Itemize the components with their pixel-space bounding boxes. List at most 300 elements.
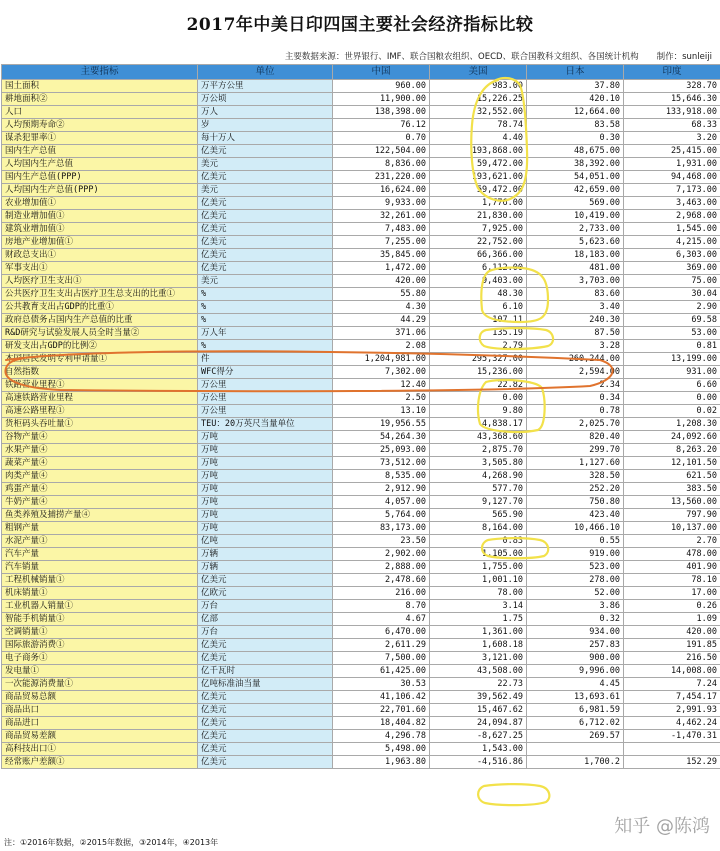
china-value: 231,220.00 [333, 171, 430, 184]
china-value: 4.67 [333, 613, 430, 626]
japan-value: 569.00 [527, 197, 624, 210]
usa-value: 1,776.00 [430, 197, 527, 210]
page-title: 2017年中美日印四国主要社会经济指标比较 [186, 15, 534, 35]
usa-value: 7,925.00 [430, 223, 527, 236]
china-value: 30.53 [333, 678, 430, 691]
indicator-cell: 本国居民发明专利申请量① [2, 353, 198, 366]
india-value: 328.70 [624, 80, 720, 93]
india-value: 13,199.00 [624, 353, 720, 366]
indicator-cell: 耕地面积② [2, 93, 198, 106]
china-value: 8,836.00 [333, 158, 430, 171]
indicator-cell: 空调销量① [2, 626, 198, 639]
unit-cell: 万公顷 [198, 93, 333, 106]
table-row [2, 639, 720, 652]
table-row [2, 717, 720, 730]
indicator-cell: 人均国内生产总值(PPP) [2, 184, 198, 197]
usa-value: 1,001.10 [430, 574, 527, 587]
usa-value: 22,752.00 [430, 236, 527, 249]
table-row [2, 236, 720, 249]
table-row [2, 340, 720, 353]
usa-value: 15,467.62 [430, 704, 527, 717]
indicator-cell: 一次能源消费量① [2, 678, 198, 691]
table-body [2, 80, 720, 769]
india-value: 8,263.20 [624, 444, 720, 457]
japan-value: 0.34 [527, 392, 624, 405]
indicator-cell: 机床销量① [2, 587, 198, 600]
indicator-cell: 发电量① [2, 665, 198, 678]
india-value: 0.02 [624, 405, 720, 418]
japan-value: 278.00 [527, 574, 624, 587]
table-row [2, 483, 720, 496]
indicator-cell: 鱼类养殖及捕捞产量④ [2, 509, 198, 522]
indicator-cell: 货柜码头吞吐量① [2, 418, 198, 431]
unit-cell: 亿美元 [198, 171, 333, 184]
china-value: 73,512.00 [333, 457, 430, 470]
usa-value: 4.40 [430, 132, 527, 145]
usa-value: 3,505.80 [430, 457, 527, 470]
unit-cell: 万吨 [198, 431, 333, 444]
unit-cell: 亿美元 [198, 574, 333, 587]
table-row [2, 145, 720, 158]
china-value: 2,902.00 [333, 548, 430, 561]
japan-value: 37.80 [527, 80, 624, 93]
unit-cell: 万吨 [198, 509, 333, 522]
watermark: 知乎 @陈鸿 [614, 816, 710, 837]
table-row [2, 249, 720, 262]
japan-value: 4.45 [527, 678, 624, 691]
china-value: 44.29 [333, 314, 430, 327]
usa-value: 39,562.49 [430, 691, 527, 704]
china-value: 2.50 [333, 392, 430, 405]
india-value: 2,968.00 [624, 210, 720, 223]
japan-value: 2.34 [527, 379, 624, 392]
indicator-cell: 人均医疗卫生支出① [2, 275, 198, 288]
table-row [2, 444, 720, 457]
table-row [2, 470, 720, 483]
china-value: 35,845.00 [333, 249, 430, 262]
table-row [2, 535, 720, 548]
unit-cell: 件 [198, 353, 333, 366]
india-value: 1,208.30 [624, 418, 720, 431]
india-value: 94,468.00 [624, 171, 720, 184]
usa-value: 4,268.90 [430, 470, 527, 483]
usa-value: 43,508.00 [430, 665, 527, 678]
japan-value: 0.30 [527, 132, 624, 145]
indicator-cell: R&D研究与试验发展人员全时当量② [2, 327, 198, 340]
japan-value: 10,419.00 [527, 210, 624, 223]
header-unit: 单位 [198, 65, 333, 80]
japan-value: 328.50 [527, 470, 624, 483]
japan-value: 2,025.70 [527, 418, 624, 431]
indicator-cell: 水泥产量① [2, 535, 198, 548]
unit-cell: 亿美元 [198, 743, 333, 756]
usa-value: 59,472.00 [430, 184, 527, 197]
table-row [2, 366, 720, 379]
japan-value: 0.32 [527, 613, 624, 626]
china-value: 4.30 [333, 301, 430, 314]
china-value: 4,057.00 [333, 496, 430, 509]
table-row [2, 496, 720, 509]
india-value: 24,092.60 [624, 431, 720, 444]
usa-value: 295,327.00 [430, 353, 527, 366]
japan-value: 0.55 [527, 535, 624, 548]
china-value: 8,535.00 [333, 470, 430, 483]
indicator-cell: 军事支出① [2, 262, 198, 275]
indicator-cell: 谋杀犯罪率① [2, 132, 198, 145]
india-value: 10,137.00 [624, 522, 720, 535]
unit-cell: 万吨 [198, 457, 333, 470]
usa-value: 9,127.70 [430, 496, 527, 509]
japan-value: 523.00 [527, 561, 624, 574]
indicator-cell: 电子商务① [2, 652, 198, 665]
china-value: 2,611.29 [333, 639, 430, 652]
usa-value: 1.75 [430, 613, 527, 626]
unit-cell: 亿千瓦时 [198, 665, 333, 678]
china-value: 4,296.78 [333, 730, 430, 743]
table-row [2, 210, 720, 223]
unit-cell: 亿美元 [198, 145, 333, 158]
table-row [2, 756, 720, 769]
japan-value: 299.70 [527, 444, 624, 457]
india-value: 69.58 [624, 314, 720, 327]
india-value: 13,560.00 [624, 496, 720, 509]
indicator-cell: 研发支出占GDP的比例② [2, 340, 198, 353]
table-row [2, 223, 720, 236]
japan-value: 5,623.60 [527, 236, 624, 249]
indicator-cell: 商品贸易差额 [2, 730, 198, 743]
china-value: 8.70 [333, 600, 430, 613]
unit-cell: 亿美元 [198, 210, 333, 223]
indicator-cell: 商品出口 [2, 704, 198, 717]
india-value: 3,463.00 [624, 197, 720, 210]
japan-value: 820.40 [527, 431, 624, 444]
usa-value: 43,368.60 [430, 431, 527, 444]
india-value: 369.00 [624, 262, 720, 275]
indicator-cell: 人口 [2, 106, 198, 119]
unit-cell: 亿美元 [198, 730, 333, 743]
usa-value: 21,830.00 [430, 210, 527, 223]
japan-value: 9,996.00 [527, 665, 624, 678]
japan-value: 13,693.61 [527, 691, 624, 704]
china-value: 5,764.00 [333, 509, 430, 522]
china-value: 7,500.00 [333, 652, 430, 665]
china-value: 55.80 [333, 288, 430, 301]
china-value: 2,912.90 [333, 483, 430, 496]
unit-cell: 万辆 [198, 561, 333, 574]
japan-value: 0.78 [527, 405, 624, 418]
table-row [2, 522, 720, 535]
table-row [2, 80, 720, 93]
unit-cell: 亿美元 [198, 704, 333, 717]
japan-value: 2,594.00 [527, 366, 624, 379]
china-value: 2.08 [333, 340, 430, 353]
india-value: 7.24 [624, 678, 720, 691]
unit-cell: % [198, 314, 333, 327]
unit-cell: 万公里 [198, 379, 333, 392]
india-value: 7,173.00 [624, 184, 720, 197]
indicator-cell: 农业增加值① [2, 197, 198, 210]
china-value: 2,888.00 [333, 561, 430, 574]
india-value: 53.00 [624, 327, 720, 340]
usa-value: 78.00 [430, 587, 527, 600]
unit-cell: WFC得分 [198, 366, 333, 379]
china-value: 41,106.42 [333, 691, 430, 704]
japan-value: 83.58 [527, 119, 624, 132]
india-value: 78.10 [624, 574, 720, 587]
unit-cell: % [198, 340, 333, 353]
india-value: 15,646.30 [624, 93, 720, 106]
japan-value: 3.28 [527, 340, 624, 353]
india-value: 1,545.00 [624, 223, 720, 236]
table-row [2, 574, 720, 587]
indicator-cell: 粗钢产量 [2, 522, 198, 535]
table-row [2, 158, 720, 171]
unit-cell: 美元 [198, 184, 333, 197]
table-row [2, 652, 720, 665]
yellow-mark-usa-imports [478, 784, 549, 805]
india-value: 2.70 [624, 535, 720, 548]
china-value: 54,264.30 [333, 431, 430, 444]
china-value: 23.50 [333, 535, 430, 548]
india-value: 401.90 [624, 561, 720, 574]
usa-value: 9.80 [430, 405, 527, 418]
indicator-cell: 自然指数 [2, 366, 198, 379]
table-row [2, 392, 720, 405]
indicator-cell: 财政总支出① [2, 249, 198, 262]
usa-value: 135.19 [430, 327, 527, 340]
usa-value: 1,105.00 [430, 548, 527, 561]
table-row [2, 93, 720, 106]
japan-value: 750.80 [527, 496, 624, 509]
usa-value: 78.74 [430, 119, 527, 132]
source-text: 主要数据来源：世界银行、IMF、联合国粮农组织、OECD、联合国教科文组织、各国统计机构 [284, 52, 639, 62]
usa-value: 0.83 [430, 535, 527, 548]
japan-value: 420.10 [527, 93, 624, 106]
india-value: 420.00 [624, 626, 720, 639]
indicator-cell: 谷物产量④ [2, 431, 198, 444]
table-row [2, 691, 720, 704]
japan-value: 87.50 [527, 327, 624, 340]
china-value: 960.00 [333, 80, 430, 93]
usa-value: 24,094.87 [430, 717, 527, 730]
china-value: 32,261.00 [333, 210, 430, 223]
china-value: 7,255.00 [333, 236, 430, 249]
indicator-cell: 人均国内生产总值 [2, 158, 198, 171]
unit-cell: 亿吨 [198, 535, 333, 548]
india-value: 0.26 [624, 600, 720, 613]
indicator-cell: 公共医疗卫生支出占医疗卫生总支出的比重① [2, 288, 198, 301]
japan-value: 12,664.00 [527, 106, 624, 119]
usa-value: 22.82 [430, 379, 527, 392]
japan-value: 257.83 [527, 639, 624, 652]
header-japan: 日本 [527, 65, 624, 80]
japan-value: 6,981.59 [527, 704, 624, 717]
header-row [2, 65, 720, 80]
india-value: 1,931.00 [624, 158, 720, 171]
india-value: 75.00 [624, 275, 720, 288]
indicator-cell: 鸡蛋产量④ [2, 483, 198, 496]
india-value: 0.00 [624, 392, 720, 405]
india-value: 2.90 [624, 301, 720, 314]
china-value: 0.70 [333, 132, 430, 145]
unit-cell: % [198, 288, 333, 301]
unit-cell: 亿美元 [198, 262, 333, 275]
india-value: 1.09 [624, 613, 720, 626]
table-row [2, 730, 720, 743]
japan-value: 481.00 [527, 262, 624, 275]
japan-value: 900.00 [527, 652, 624, 665]
usa-value: 3,121.00 [430, 652, 527, 665]
table-row [2, 262, 720, 275]
japan-value: 3.40 [527, 301, 624, 314]
usa-value: 2,875.70 [430, 444, 527, 457]
unit-cell: 万吨 [198, 444, 333, 457]
japan-value: 1,127.60 [527, 457, 624, 470]
usa-value: 9,403.00 [430, 275, 527, 288]
footnote: 注：①2016年数据，②2015年数据，③2014年，④2013年 [4, 838, 219, 847]
table-row [2, 379, 720, 392]
china-value: 122,504.00 [333, 145, 430, 158]
japan-value: 269.57 [527, 730, 624, 743]
japan-value: 252.20 [527, 483, 624, 496]
india-value: 12,101.50 [624, 457, 720, 470]
japan-value: 18,183.00 [527, 249, 624, 262]
usa-value: 32,552.00 [430, 106, 527, 119]
table-row [2, 171, 720, 184]
indicator-cell: 水果产量④ [2, 444, 198, 457]
japan-value: 3,703.00 [527, 275, 624, 288]
table-row [2, 119, 720, 132]
japan-value: 42,659.00 [527, 184, 624, 197]
india-value: 25,415.00 [624, 145, 720, 158]
china-value: 6,470.00 [333, 626, 430, 639]
india-value: 478.00 [624, 548, 720, 561]
table-row [2, 587, 720, 600]
usa-value: -4,516.86 [430, 756, 527, 769]
india-value: 4,215.00 [624, 236, 720, 249]
indicator-cell: 公共教育支出占GDP的比重① [2, 301, 198, 314]
india-value: 191.85 [624, 639, 720, 652]
japan-value: 10,466.10 [527, 522, 624, 535]
table-row [2, 509, 720, 522]
china-value: 1,204,981.00 [333, 353, 430, 366]
india-value: 621.50 [624, 470, 720, 483]
unit-cell: 万吨 [198, 483, 333, 496]
indicator-table [1, 64, 720, 769]
china-value: 16,624.00 [333, 184, 430, 197]
unit-cell: 亿美元 [198, 249, 333, 262]
table-row [2, 301, 720, 314]
india-value: 383.50 [624, 483, 720, 496]
table-row [2, 743, 720, 756]
usa-value: 1,608.18 [430, 639, 527, 652]
unit-cell: 亿部 [198, 613, 333, 626]
india-value: 30.04 [624, 288, 720, 301]
table-row [2, 548, 720, 561]
unit-cell: 万台 [198, 626, 333, 639]
india-value: 0.81 [624, 340, 720, 353]
japan-value: 2,733.00 [527, 223, 624, 236]
table-row [2, 106, 720, 119]
table-row [2, 431, 720, 444]
indicator-cell: 牛奶产量④ [2, 496, 198, 509]
usa-value: 0.00 [430, 392, 527, 405]
indicator-cell: 政府总债务占国内生产总值的比重 [2, 314, 198, 327]
japan-value: 54,051.00 [527, 171, 624, 184]
china-value: 420.00 [333, 275, 430, 288]
india-value [624, 743, 720, 756]
china-value: 12.40 [333, 379, 430, 392]
indicator-cell: 铁路营业里程① [2, 379, 198, 392]
japan-value: 83.60 [527, 288, 624, 301]
unit-cell: 亿美元 [198, 639, 333, 652]
usa-value: 3.14 [430, 600, 527, 613]
usa-value: 107.11 [430, 314, 527, 327]
japan-value: 38,392.00 [527, 158, 624, 171]
indicator-cell: 人均预期寿命② [2, 119, 198, 132]
unit-cell: 亿美元 [198, 717, 333, 730]
table-row [2, 561, 720, 574]
table-row [2, 626, 720, 639]
unit-cell: 万公里 [198, 405, 333, 418]
indicator-cell: 汽车产量 [2, 548, 198, 561]
table-row [2, 405, 720, 418]
table-row [2, 288, 720, 301]
indicator-cell: 商品贸易总额 [2, 691, 198, 704]
header-usa: 美国 [430, 65, 527, 80]
usa-value: 66,366.00 [430, 249, 527, 262]
india-value: 3.20 [624, 132, 720, 145]
china-value: 371.06 [333, 327, 430, 340]
table-row [2, 678, 720, 691]
china-value: 11,900.00 [333, 93, 430, 106]
usa-value: 193,868.00 [430, 145, 527, 158]
usa-value: 59,472.00 [430, 158, 527, 171]
usa-value: 565.90 [430, 509, 527, 522]
indicator-cell: 肉类产量④ [2, 470, 198, 483]
table-row [2, 132, 720, 145]
china-value: 7,302.00 [333, 366, 430, 379]
india-value: 6,303.00 [624, 249, 720, 262]
header-china: 中国 [333, 65, 430, 80]
india-value: 216.50 [624, 652, 720, 665]
indicator-cell: 国内生产总值(PPP) [2, 171, 198, 184]
unit-cell: 亿美元 [198, 691, 333, 704]
unit-cell: 万吨 [198, 496, 333, 509]
china-value: 138,398.00 [333, 106, 430, 119]
unit-cell: 万吨 [198, 522, 333, 535]
japan-value [527, 743, 624, 756]
india-value: 17.00 [624, 587, 720, 600]
unit-cell: 亿欧元 [198, 587, 333, 600]
china-value: 9,933.00 [333, 197, 430, 210]
usa-value: 983.00 [430, 80, 527, 93]
table-row [2, 600, 720, 613]
japan-value: 423.40 [527, 509, 624, 522]
usa-value: 8,164.00 [430, 522, 527, 535]
indicator-cell: 国内生产总值 [2, 145, 198, 158]
unit-cell: TEU：20万英尺当量单位 [198, 418, 333, 431]
indicator-cell: 国土面积 [2, 80, 198, 93]
japan-value: 6,712.02 [527, 717, 624, 730]
unit-cell: 亿吨标准油当量 [198, 678, 333, 691]
usa-value: 1,755.00 [430, 561, 527, 574]
india-value: 4,462.24 [624, 717, 720, 730]
india-value: 133,918.00 [624, 106, 720, 119]
table-row [2, 613, 720, 626]
usa-value: 48.30 [430, 288, 527, 301]
china-value: 61,425.00 [333, 665, 430, 678]
